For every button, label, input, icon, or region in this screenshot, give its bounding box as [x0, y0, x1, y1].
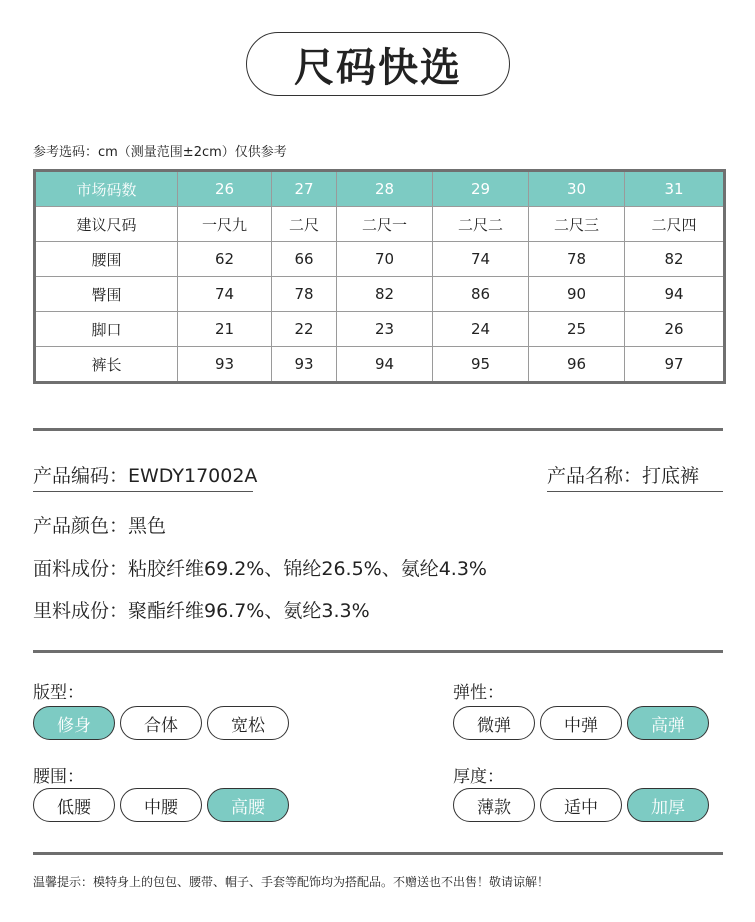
table-cell: 93 — [272, 347, 337, 383]
waist-option-mid[interactable]: 中腰 — [120, 788, 202, 822]
table-cell: 78 — [529, 242, 625, 277]
table-row — [35, 207, 725, 242]
table-cell: 78 — [272, 277, 337, 312]
table-cell: 94 — [625, 277, 725, 312]
elasticity-label: 弹性： — [453, 683, 504, 703]
table-cell: 脚口 — [35, 312, 178, 347]
table-cell: 臀围 — [35, 277, 178, 312]
fit-option-regular[interactable]: 合体 — [120, 706, 202, 740]
table-header-cell: 31 — [625, 171, 725, 207]
table-cell: 82 — [337, 277, 433, 312]
section-divider — [33, 650, 723, 653]
table-cell: 24 — [433, 312, 529, 347]
product-name-underline — [547, 491, 723, 492]
table-cell: 94 — [337, 347, 433, 383]
thickness-option-thick[interactable]: 加厚 — [627, 788, 709, 822]
table-cell: 二尺 — [272, 207, 337, 242]
waist-option-high[interactable]: 高腰 — [207, 788, 289, 822]
product-code: 产品编码：EWDY17002A — [33, 465, 258, 487]
table-cell: 21 — [178, 312, 272, 347]
fit-option-slim[interactable]: 修身 — [33, 706, 115, 740]
waist-option-low[interactable]: 低腰 — [33, 788, 115, 822]
table-cell: 一尺九 — [178, 207, 272, 242]
table-cell: 66 — [272, 242, 337, 277]
fit-option-loose[interactable]: 宽松 — [207, 706, 289, 740]
product-lining: 里料成份：聚酯纤维96.7%、氨纶3.3% — [33, 600, 370, 622]
product-code-underline — [33, 491, 253, 492]
table-cell: 93 — [178, 347, 272, 383]
section-divider — [33, 428, 723, 431]
elasticity-option-medium[interactable]: 中弹 — [540, 706, 622, 740]
table-cell: 96 — [529, 347, 625, 383]
table-cell: 二尺三 — [529, 207, 625, 242]
product-color: 产品颜色：黑色 — [33, 515, 167, 537]
size-table — [33, 169, 726, 384]
table-cell: 95 — [433, 347, 529, 383]
table-cell: 建议尺码 — [35, 207, 178, 242]
table-cell: 74 — [433, 242, 529, 277]
table-cell: 22 — [272, 312, 337, 347]
section-divider — [33, 852, 723, 855]
table-cell: 裤长 — [35, 347, 178, 383]
table-cell: 腰围 — [35, 242, 178, 277]
table-cell: 86 — [433, 277, 529, 312]
product-name: 产品名称：打底裤 — [547, 465, 700, 487]
thickness-label: 厚度： — [453, 767, 504, 787]
table-header-cell: 27 — [272, 171, 337, 207]
table-cell: 90 — [529, 277, 625, 312]
table-header-cell: 28 — [337, 171, 433, 207]
table-cell: 82 — [625, 242, 725, 277]
page-title: 尺码快选 — [246, 32, 510, 96]
table-cell: 62 — [178, 242, 272, 277]
footer-note: 温馨提示：模特身上的包包、腰带、帽子、手套等配饰均为搭配品。不赠送也不出售！敬请谅解！ — [33, 875, 550, 889]
fit-label: 版型： — [33, 683, 84, 703]
table-cell: 25 — [529, 312, 625, 347]
table-cell: 97 — [625, 347, 725, 383]
table-cell: 74 — [178, 277, 272, 312]
elasticity-option-slight[interactable]: 微弹 — [453, 706, 535, 740]
table-cell: 二尺一 — [337, 207, 433, 242]
elasticity-option-high[interactable]: 高弹 — [627, 706, 709, 740]
table-row — [35, 242, 725, 277]
waist-label: 腰围： — [33, 767, 84, 787]
table-cell: 23 — [337, 312, 433, 347]
table-cell: 26 — [625, 312, 725, 347]
table-header-cell: 26 — [178, 171, 272, 207]
table-header-row — [35, 171, 725, 207]
table-cell: 二尺四 — [625, 207, 725, 242]
thickness-option-thin[interactable]: 薄款 — [453, 788, 535, 822]
table-cell: 70 — [337, 242, 433, 277]
table-row — [35, 312, 725, 347]
table-row — [35, 347, 725, 383]
reference-note: 参考选码：cm（测量范围±2cm）仅供参考 — [33, 145, 287, 160]
thickness-option-medium[interactable]: 适中 — [540, 788, 622, 822]
table-header-cell: 29 — [433, 171, 529, 207]
table-header-cell: 30 — [529, 171, 625, 207]
product-fabric: 面料成份：粘胶纤维69.2%、锦纶26.5%、氨纶4.3% — [33, 558, 487, 580]
table-cell: 二尺二 — [433, 207, 529, 242]
table-header-cell: 市场码数 — [35, 171, 178, 207]
table-row — [35, 277, 725, 312]
